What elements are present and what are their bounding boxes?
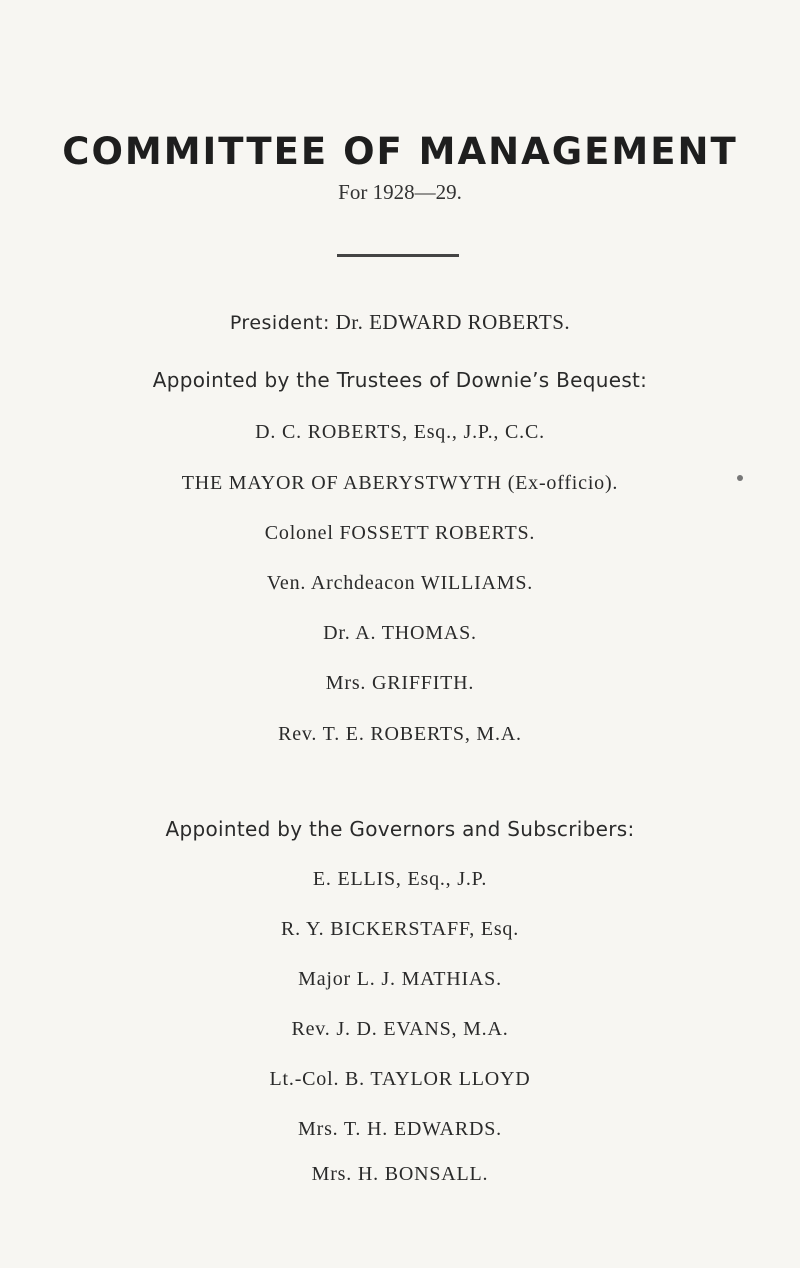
governor-member: Lt.-Col. B. TAYLOR LLOYD [269, 1068, 531, 1090]
governor-member: Mrs. T. H. EDWARDS. [298, 1118, 502, 1140]
trustee-member: Rev. T. E. ROBERTS, M.A. [278, 723, 522, 745]
divider-rule [337, 254, 459, 257]
trustee-member: THE MAYOR OF ABERYSTWYTH (Ex-officio). [181, 472, 619, 494]
page-title: COMMITTEE OF MANAGEMENT [62, 130, 738, 173]
president-line [0, 310, 800, 335]
trustee-member: Colonel FOSSETT ROBERTS. [264, 522, 536, 544]
ink-speck-mark [737, 475, 743, 481]
trustees-heading: Appointed by the Trustees of Downie’s Bequest: [152, 368, 648, 392]
governor-member: Mrs. H. BONSALL. [311, 1163, 489, 1185]
governors-heading: Appointed by the Governors and Subscribers: [165, 817, 635, 841]
trustee-member: Ven. Archdeacon WILLIAMS. [266, 572, 534, 594]
trustee-member: D. C. ROBERTS, Esq., J.P., C.C. [255, 421, 545, 443]
page-subtitle: For 1928—29. [338, 180, 462, 204]
governor-member: E. ELLIS, Esq., J.P. [312, 868, 488, 890]
trustee-member: Dr. A. THOMAS. [323, 622, 477, 644]
president-label: President: [229, 312, 330, 334]
governor-member: Rev. J. D. EVANS, M.A. [291, 1018, 509, 1040]
trustee-member: Mrs. GRIFFITH. [325, 672, 475, 694]
governor-member: Major L. J. MATHIAS. [298, 968, 502, 990]
governor-member: R. Y. BICKERSTAFF, Esq. [280, 918, 520, 940]
president-name: Dr. EDWARD ROBERTS. [335, 310, 571, 334]
